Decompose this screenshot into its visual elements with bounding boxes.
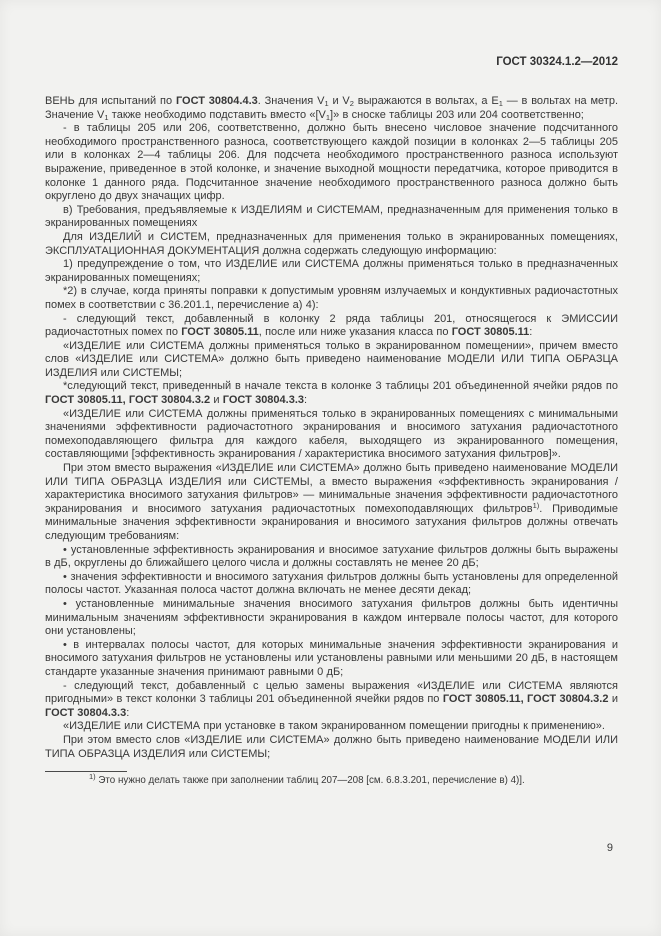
footnote-text: Это нужно делать также при заполнении таблиц 207—208 [см. 6.8.3.201, перечисление в) 4)].	[95, 775, 525, 787]
text-run: :	[304, 394, 308, 407]
text-run: ]» в сноске таблицы 203 или 204 соответственно;	[330, 108, 584, 121]
text-run: • установленные эффективность экранирования и вносимое затухание фильтров должны быть выражены в дБ, округлены до ближайшего целого числа и должны составлять не менее 20 дБ;	[45, 543, 618, 570]
text-run: При этом вместо слов «ИЗДЕЛИЕ или СИСТЕМА» должно быть приведено наименование МОДЕЛИ ИЛИ ТИПА ОБРАЗЦА ИЗДЕЛИЯ или СИСТЕМЫ;	[45, 733, 618, 760]
text-run: ГОСТ 30805.11,	[442, 693, 524, 706]
paragraph	[45, 571, 618, 598]
paragraph	[45, 639, 618, 680]
text-run: выражаются в вольтах, а E	[353, 95, 499, 107]
footnote-divider	[45, 771, 127, 772]
paragraph	[45, 204, 618, 231]
text-run: . Значения V	[257, 95, 325, 107]
text-run: • в интервалах полосы частот, для которых минимальные значения эффективности экранирования и вносимого затухания фильтров не установлены или установлены равными или меньшими 20 дБ, в настоящем стандарте указанные значения принимают равными 0 дБ;	[45, 638, 618, 678]
text-run: ГОСТ 30804.3.3	[45, 706, 127, 719]
document-header: ГОСТ 30324.1.2—2012	[496, 56, 618, 68]
footnote	[45, 772, 618, 788]
text-run: - следующий текст, добавленный в колонку 2 ряда таблицы 201, относящегося к ЭМИССИИ радиочастотных помех по	[45, 312, 618, 339]
text-run: ГОСТ 30805.11	[181, 326, 259, 339]
text-run: также необходимо подставить вместо «[V	[108, 108, 326, 121]
text-run: ГОСТ 30805.11, ГОСТ 30804.3.2	[45, 394, 211, 407]
text-run: ВЕНЬ для испытаний по	[45, 95, 176, 107]
text-run: ГОСТ 30804.3.3	[222, 394, 305, 407]
paragraph	[45, 340, 618, 381]
paragraph	[45, 313, 618, 340]
text-run: «ИЗДЕЛИЕ или СИСТЕМА при установке в таком экранированном помещении пригодны к применению».	[63, 720, 605, 733]
text-run: - в таблицы 205 или 206, соответственно, должно быть внесено числовое значение подсчитанного необходимого пространственного разноса, соответствующего каждой позиции в колонках 2—5 таблицы 205 или в колонках 2—4 таблицы 206. Для подсчета необходимого пространственного разноса используют выражение, приведенное в этой колонке, и значение выходной мощности передатчика, которое приводится в колонке 1 данного ряда. Подсчитанное значение необходимого пространственного разноса должно быть округлено до двух значащих цифр.	[45, 122, 618, 203]
text-run: • установленные минимальные значения вносимого затухания фильтров должны быть идентичны минимальным значениям эффективности экранирования в каждом интервале полосы частот, для которого они установлены;	[45, 597, 618, 638]
text-run: , после или ниже указания класса по	[258, 326, 452, 339]
page-number: 9	[606, 842, 613, 854]
paragraph	[45, 408, 618, 462]
text-run: . Приводимые минимальные значения эффективности экранирования и вносимого затухания фильтров должны отвечать следующим требованиям:	[45, 502, 618, 542]
paragraph	[45, 720, 618, 734]
page-content	[45, 56, 618, 788]
text-run: «ИЗДЕЛИЕ или СИСТЕМА должны применяться только в экранированных помещениях с минимальными значениями эффективности радиочастотного экранирования и вносимого затухания радиочастотного помехоподавляющего фильтра для каждого кабеля, выходящего из экранированного помещения, составляющими [эффективность экранирования / характеристика вносимого затухания фильтров]».	[45, 407, 618, 461]
text-run: и	[608, 693, 618, 706]
paragraph	[45, 598, 618, 639]
text-run: — в вольтах на метр. Значение V	[45, 95, 619, 121]
footnote-area	[45, 771, 618, 788]
footnote-marker: 1)	[89, 772, 96, 782]
text-run: ГОСТ 30804.4.3	[175, 95, 258, 107]
text-run: в) Требования, предъявляемые к ИЗДЕЛИЯМ и СИСТЕМАМ, предназначенным для применения только в экранированных помещениях	[45, 203, 618, 230]
text-run: 1)	[532, 500, 540, 510]
paragraph	[45, 122, 618, 204]
text-run: ГОСТ 30805.11	[451, 326, 530, 339]
paragraph	[45, 462, 618, 544]
paragraph	[45, 544, 618, 571]
text-run: ГОСТ 30804.3.2	[527, 693, 609, 706]
text-run: 1	[104, 112, 109, 122]
text-run: «ИЗДЕЛИЕ или СИСТЕМА должны применяться только в экранированном помещении», причем вместо слов «ИЗДЕЛИЕ или СИСТЕМА» должно быть приведено наименование МОДЕЛИ ИЛИ ТИПА ОБРАЗЦА ИЗДЕЛИЯ или СИСТЕМЫ;	[45, 339, 618, 379]
document-body	[45, 95, 618, 761]
text-run: 1	[325, 112, 331, 122]
text-run: - следующий текст, добавленный с целью замены выражения «ИЗДЕЛИЕ или СИСТЕМА являются пригодными» в текст колонки 3 таблицы 201 объединенной ячейки рядов по	[45, 679, 618, 706]
text-run: Для ИЗДЕЛИЙ и СИСТЕМ, предназначенных для применения только в экранированных помещениях, ЭКСПЛУАТАЦИОННАЯ ДОКУМЕНТАЦИЯ должна содержать следующую информацию:	[45, 230, 618, 257]
text-run: :	[126, 706, 130, 719]
paragraph	[45, 380, 618, 407]
paragraph	[45, 231, 618, 258]
text-run: 2	[349, 99, 354, 108]
paragraph	[45, 680, 618, 721]
text-run: *2) в случае, когда приняты поправки к допустимым уровням излучаемых и кондуктивных радиочастотных помех в соответствии с 36.201.1, перечисление а) 4):	[45, 285, 618, 311]
text-run: 1	[324, 99, 329, 108]
text-run: • значения эффективности и вносимого затухания фильтров должны быть установлены для определенной полосы частот. Указанная полоса частот должна включать не менее десяти декад;	[45, 570, 618, 597]
text-run: *следующий текст, приведенный в начале текста в колонке 3 таблицы 201 объединенной ячейки рядов по	[63, 380, 618, 393]
text-run: 1) предупреждение о том, что ИЗДЕЛИЕ или СИСТЕМА должны применяться только в предназначенных экранированных помещениях;	[45, 258, 618, 284]
paragraph	[45, 734, 618, 761]
text-run: 1	[498, 99, 503, 108]
text-run: :	[529, 326, 533, 339]
paragraph	[45, 258, 618, 285]
text-run: и	[210, 394, 223, 407]
text-run: и V	[328, 95, 350, 107]
text-run: При этом вместо выражения «ИЗДЕЛИЕ или СИСТЕМА» должно быть приведено наименование МОДЕЛИ ИЛИ ТИПА ОБРАЗЦА ИЗДЕЛИЯ или СИСТЕМЫ, а вместо выражения «эффективность экранирования / характеристика вносимого затухания фильтров» — минимальные значения эффективности радиочастотного экранирования и вносимого затухания радиочастотных помехоподавляющих фильтров	[45, 462, 618, 515]
paragraph	[45, 95, 618, 122]
paragraph	[45, 285, 618, 312]
